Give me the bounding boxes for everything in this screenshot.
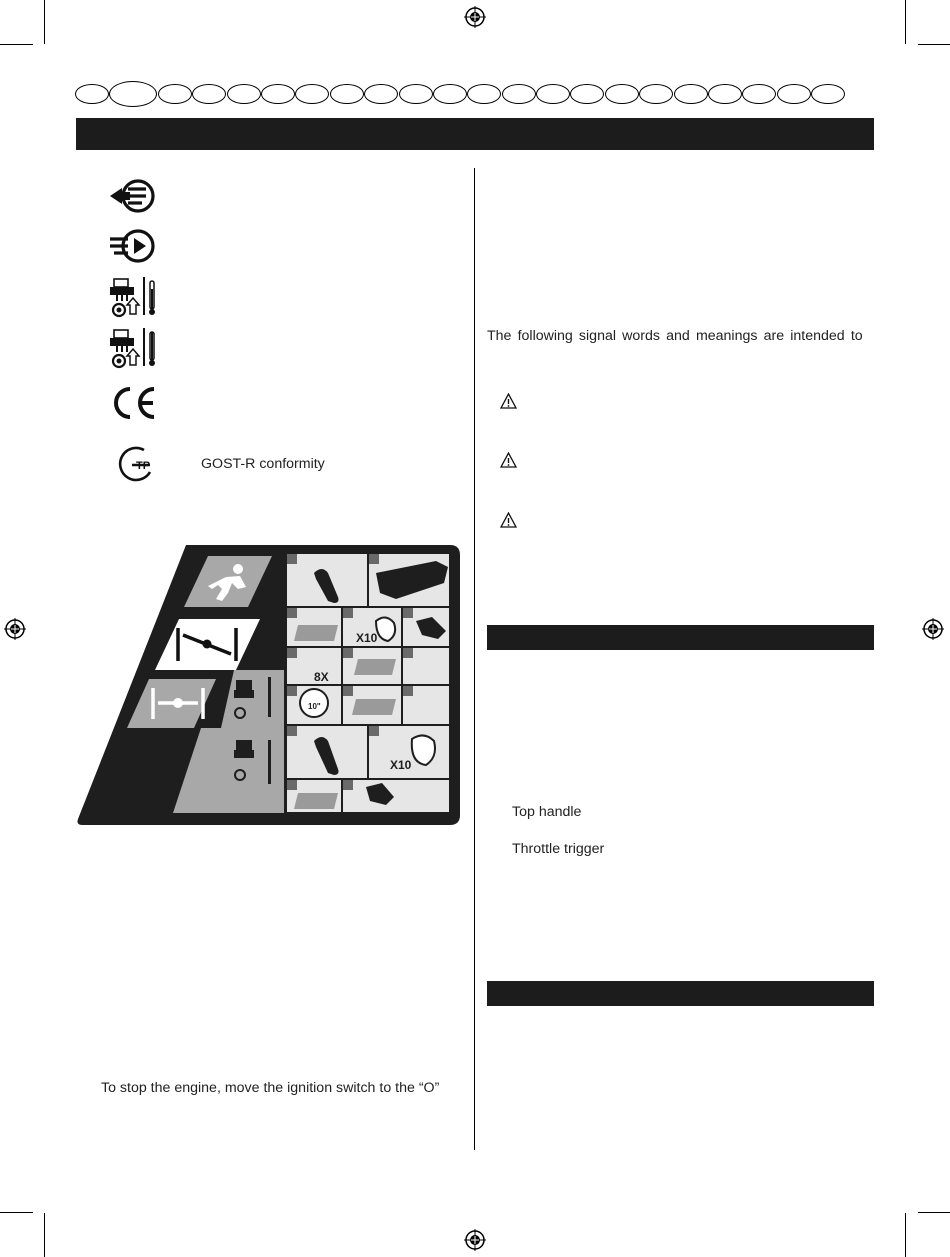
language-tab [295,84,329,104]
language-tab [777,84,811,104]
section-header-bar [76,118,874,150]
language-tab [605,84,639,104]
registration-mark-icon [464,1229,486,1251]
warm-start-icon [108,326,160,370]
language-tab [708,84,742,104]
language-tab [639,84,673,104]
cold-start-icon [108,275,160,319]
warning-triangle-icon [500,452,517,468]
warning-triangle-icon [500,393,517,409]
crop-mark [44,0,45,44]
registration-mark-icon [922,618,944,640]
section-header-bar [487,625,874,650]
language-tab [399,84,433,104]
crop-mark [918,44,950,45]
part-label-throttle-trigger: Throttle trigger [512,841,605,857]
timer-label: 10" [308,702,321,711]
registration-mark-icon [4,618,26,640]
language-tabs [75,84,846,107]
language-tab [536,84,570,104]
x10-label: X10 [390,758,412,772]
choke-closed-icon [108,178,156,214]
signal-words-text: The following signal words and meanings are intended to [487,328,863,344]
section-header-bar [487,981,874,1006]
x8-label: 8X [314,670,329,684]
language-tab [811,84,845,104]
crop-mark [905,1213,906,1257]
crop-mark [0,1212,33,1213]
gost-r-icon [114,446,160,484]
language-tab [192,84,226,104]
gost-r-label: GOST-R conformity [201,456,325,472]
svg-text:TP: TP [136,460,151,472]
warning-triangle-icon [500,512,517,528]
language-tab [674,84,708,104]
language-tab [109,81,157,107]
part-label-top-handle: Top handle [512,804,582,820]
stop-engine-text: To stop the engine, move the ignition switch to the “O” [101,1080,440,1096]
crop-mark [918,1212,950,1213]
language-tab [330,84,364,104]
language-tab [467,84,501,104]
language-tab [570,84,604,104]
language-tab [502,84,536,104]
choke-open-icon [108,228,156,264]
language-tab [75,84,109,104]
language-tab [742,84,776,104]
language-tab [158,84,192,104]
column-divider [474,168,475,1150]
ce-mark-icon [110,385,160,421]
language-tab [227,84,261,104]
x10-label: X10 [356,631,378,645]
crop-mark [905,0,906,44]
crop-mark [44,1213,45,1257]
language-tab [433,84,467,104]
starting-instructions-graphic [76,543,460,827]
language-tab [261,84,295,104]
registration-mark-icon [464,6,486,28]
crop-mark [0,44,33,45]
language-tab [364,84,398,104]
